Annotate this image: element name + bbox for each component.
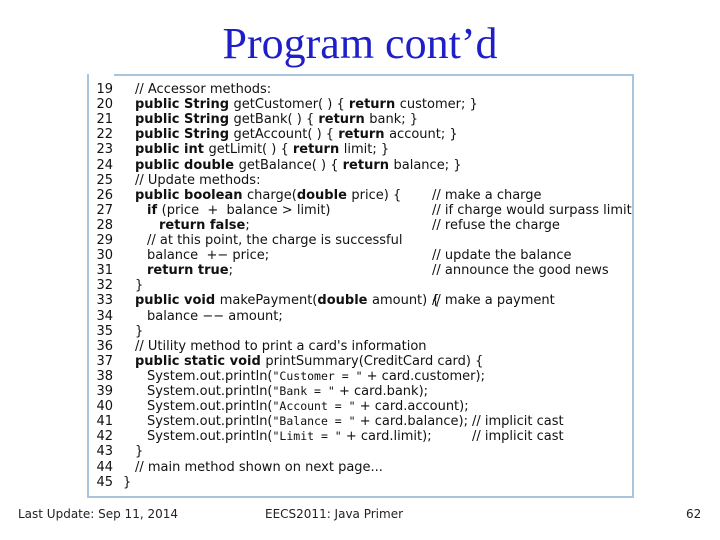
code-token: price) { — [351, 187, 402, 203]
line-number: 41 — [96, 414, 113, 430]
line-number: 28 — [96, 217, 113, 233]
code-comment: // if charge would surpass limit — [432, 202, 632, 218]
keyword: return — [318, 112, 370, 128]
code-token: } — [135, 278, 144, 294]
code-line — [89, 429, 634, 444]
code-comment: // announce the good news — [432, 263, 609, 279]
code-token: printSummary(CreditCard card) { — [265, 353, 484, 369]
code-line — [89, 278, 634, 293]
code-line — [89, 384, 634, 399]
code-token: } — [135, 323, 144, 339]
code-token: account; } — [389, 127, 458, 143]
keyword: public String — [135, 97, 234, 113]
code-line — [89, 460, 634, 475]
line-number: 39 — [96, 384, 113, 399]
code-token: balance +− price; — [147, 248, 270, 264]
code-line — [89, 158, 634, 173]
code-token: // main method shown on next page... — [135, 459, 383, 475]
line-number: 40 — [96, 399, 113, 415]
line-number: 27 — [96, 202, 113, 218]
code-text — [135, 112, 418, 127]
code-token: System.out.println( — [147, 414, 273, 430]
line-number: 36 — [96, 338, 113, 354]
line-number: 38 — [96, 368, 113, 384]
code-comment: // make a charge — [432, 187, 542, 203]
code-line — [89, 339, 634, 354]
code-line — [89, 233, 634, 248]
code-line — [89, 82, 634, 97]
code-text — [147, 309, 283, 324]
line-number: 44 — [96, 459, 113, 475]
keyword: return — [292, 142, 344, 158]
code-token: customer; } — [399, 97, 478, 113]
keyword: double — [296, 187, 352, 203]
line-number: 29 — [96, 233, 113, 248]
keyword: return — [342, 157, 394, 173]
code-line — [89, 97, 634, 112]
code-comment: // implicit cast — [472, 429, 564, 445]
code-line — [89, 324, 634, 339]
line-number: 20 — [96, 97, 113, 113]
code-token: + card.customer); — [362, 368, 485, 384]
line-number: 30 — [96, 248, 113, 264]
keyword: return — [338, 127, 390, 143]
code-token: System.out.println( — [147, 384, 273, 399]
keyword: if — [147, 202, 162, 218]
code-token: bank; } — [369, 112, 419, 128]
code-line — [89, 127, 634, 142]
code-text — [159, 218, 250, 233]
line-number: 23 — [96, 142, 113, 158]
code-line — [89, 188, 634, 203]
line-number: 34 — [96, 308, 113, 324]
line-number: 42 — [96, 429, 113, 445]
code-text — [135, 354, 483, 369]
code-line — [89, 309, 634, 324]
code-token: + card.limit); — [341, 429, 432, 445]
line-number: 45 — [96, 474, 113, 490]
line-number: 19 — [96, 82, 113, 97]
code-listing — [87, 74, 634, 498]
code-token: getLimit( ) { — [208, 142, 293, 158]
code-token: + card.balance); — [355, 414, 468, 430]
code-line — [89, 248, 634, 263]
code-token: System.out.println( — [147, 368, 273, 384]
code-token: System.out.println( — [147, 399, 273, 415]
keyword: public double — [135, 157, 239, 173]
keyword: public static void — [135, 353, 266, 369]
code-line — [89, 354, 634, 369]
code-token: balance −− amount; — [147, 308, 283, 324]
code-text — [147, 263, 233, 278]
line-number: 26 — [96, 187, 113, 203]
code-line — [89, 218, 634, 233]
code-line — [89, 369, 634, 384]
code-text — [135, 188, 401, 203]
code-line — [89, 112, 634, 127]
line-number: 35 — [96, 323, 113, 339]
code-token: + card.account); — [355, 399, 469, 415]
code-line — [89, 414, 634, 429]
code-token: } — [123, 474, 132, 490]
code-line — [89, 475, 634, 490]
code-text — [147, 384, 428, 399]
code-text — [135, 173, 260, 188]
code-text — [147, 203, 331, 218]
line-number: 21 — [96, 112, 113, 128]
code-text — [135, 460, 383, 475]
code-text — [135, 97, 478, 112]
code-text — [135, 324, 143, 339]
line-number: 37 — [96, 353, 113, 369]
code-line — [89, 399, 634, 414]
code-token: amount) { — [372, 293, 440, 309]
line-number: 33 — [96, 293, 113, 309]
code-token: ; — [228, 263, 233, 279]
code-token: // Update methods: — [135, 172, 261, 188]
line-number: 32 — [96, 278, 113, 294]
code-token: // at this point, the charge is successful — [147, 233, 403, 248]
keyword: public void — [135, 293, 220, 309]
code-line — [89, 173, 634, 188]
code-line — [89, 142, 634, 157]
code-token: getCustomer( ) { — [233, 97, 349, 113]
code-token: // Accessor methods: — [135, 82, 272, 97]
code-comment: // update the balance — [432, 248, 572, 264]
code-token: + card.bank); — [334, 384, 429, 399]
code-text — [135, 82, 271, 97]
code-text — [147, 429, 432, 444]
code-token: } — [135, 444, 144, 460]
code-text — [135, 278, 143, 293]
code-text — [123, 475, 131, 490]
keyword: return false — [159, 217, 246, 233]
keyword: double — [317, 293, 372, 309]
code-line — [89, 293, 634, 308]
code-token: getBalance( ) { — [238, 157, 343, 173]
footer-center: EECS2011: Java Primer — [265, 507, 404, 521]
string-literal: "Balance = " — [272, 414, 356, 429]
code-text — [135, 127, 458, 142]
line-number: 31 — [96, 263, 113, 279]
string-literal: "Bank = " — [272, 384, 335, 398]
keyword: public String — [135, 112, 234, 128]
code-line — [89, 444, 634, 459]
page-number: 62 — [686, 507, 702, 521]
code-text — [135, 293, 440, 308]
code-text — [135, 142, 389, 157]
code-text — [147, 369, 485, 384]
code-token: getAccount( ) { — [233, 127, 339, 143]
code-line — [89, 203, 634, 218]
code-comment: // implicit cast — [472, 414, 564, 430]
code-text — [135, 158, 461, 173]
keyword: public int — [135, 142, 209, 158]
code-token: System.out.println( — [147, 429, 273, 445]
code-text — [147, 233, 402, 248]
line-number: 24 — [96, 157, 113, 173]
keyword: return — [348, 97, 400, 113]
string-literal: "Customer = " — [272, 368, 363, 383]
line-number: 25 — [96, 172, 113, 188]
code-text — [135, 339, 427, 354]
code-token: charge( — [247, 187, 297, 203]
string-literal: "Limit = " — [272, 429, 342, 444]
code-token: makePayment( — [219, 293, 318, 309]
keyword: return true — [147, 263, 229, 279]
code-text — [135, 444, 143, 459]
string-literal: "Account = " — [272, 399, 356, 414]
slide-title: Program cont’d — [222, 19, 498, 68]
code-token: (price + balance > limit) — [161, 202, 331, 218]
footer-left: Last Update: Sep 11, 2014 — [18, 507, 178, 521]
line-number: 43 — [96, 444, 113, 460]
code-token: balance; } — [393, 157, 462, 173]
code-token: ; — [245, 217, 250, 233]
keyword: public String — [135, 127, 234, 143]
code-text — [147, 414, 468, 429]
code-comment: // make a payment — [432, 293, 555, 309]
code-text — [147, 248, 269, 263]
code-token: limit; } — [343, 142, 390, 158]
code-token: // Utility method to print a card's information — [135, 338, 427, 354]
code-comment: // refuse the charge — [432, 217, 560, 233]
keyword: public boolean — [135, 187, 248, 203]
line-number: 22 — [96, 127, 113, 143]
code-line — [89, 263, 634, 278]
code-token: getBank( ) { — [233, 112, 319, 128]
code-text — [147, 399, 469, 414]
